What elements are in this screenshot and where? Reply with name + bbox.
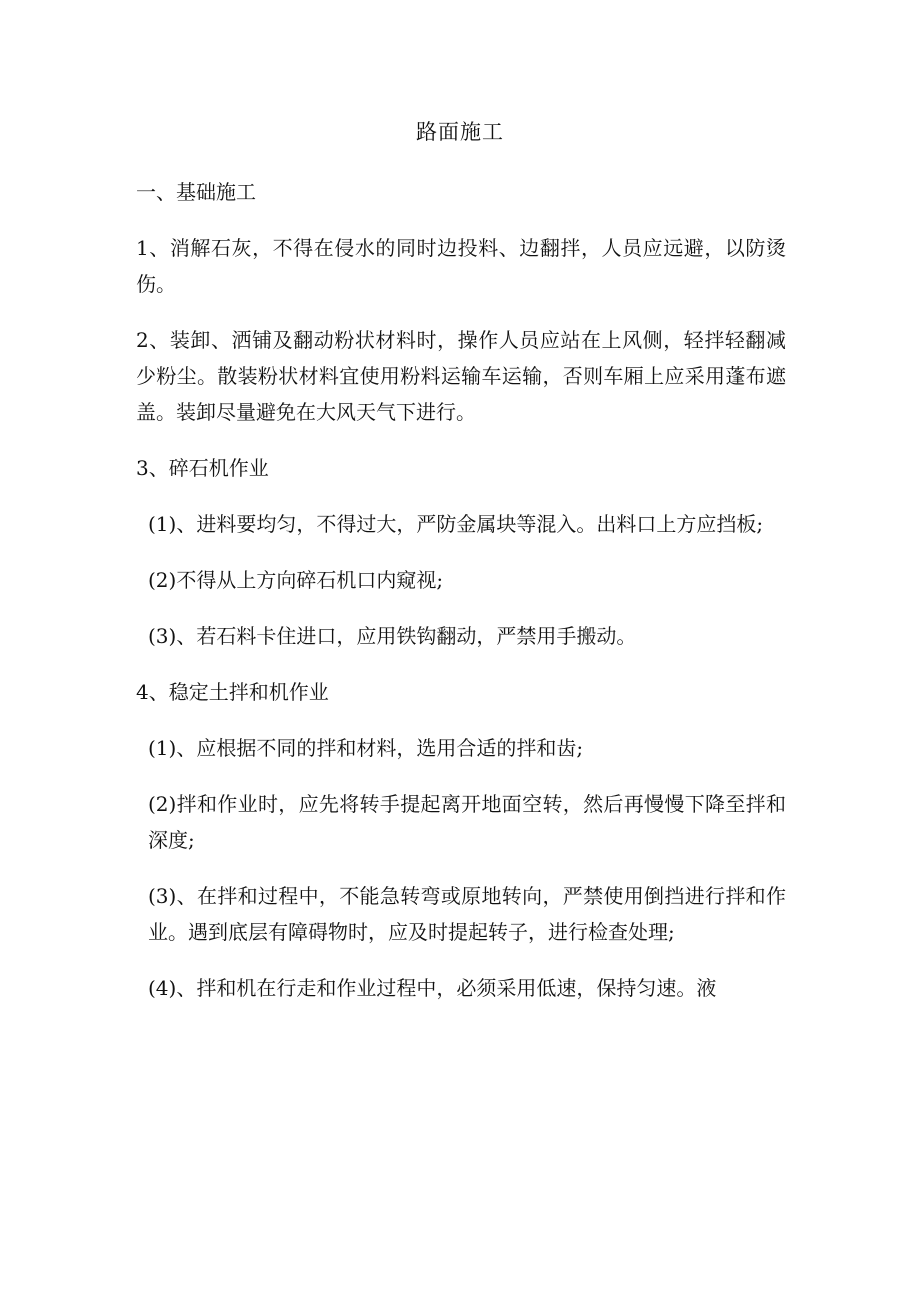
paragraph-4-item-2: (2)拌和作业时，应先将转手提起离开地面空转，然后再慢慢下降至拌和深度; [148, 792, 786, 852]
document-body [136, 174, 786, 1026]
paragraph-1: 1、消解石灰，不得在侵水的同时边投料、边翻拌，人员应远避，以防烫伤。 [136, 236, 786, 296]
document-title: 路面施工 [416, 120, 504, 144]
paragraph-2: 2、装卸、洒铺及翻动粉状材料时，操作人员应站在上风侧，轻拌轻翻减少粉尘。散装粉状材料宜使用粉料运输车运输，否则车厢上应采用蓬布遮盖。装卸尽量避免在大风天气下进行。 [136, 328, 786, 424]
section-heading: 一、基础施工 [136, 180, 256, 204]
paragraph-4-item-4: (4)、拌和机在行走和作业过程中，必须采用低速，保持匀速。液 [148, 976, 717, 1000]
paragraph-4-item-1: (1)、应根据不同的拌和材料，选用合适的拌和齿; [148, 736, 584, 760]
paragraph-3-item-2: (2)不得从上方向碎石机口内窥视; [148, 568, 444, 592]
paragraph-4-heading: 4、稳定土拌和机作业 [136, 680, 329, 704]
paragraph-3-item-1: (1)、进料要均匀，不得过大，严防金属块等混入。出料口上方应挡板; [148, 512, 764, 536]
paragraph-3-heading: 3、碎石机作业 [136, 456, 269, 480]
paragraph-4-item-3: (3)、在拌和过程中，不能急转弯或原地转向，严禁使用倒挡进行拌和作业。遇到底层有障碍物时，应及时提起转子，进行检查处理; [148, 884, 786, 944]
paragraph-3-item-3: (3)、若石料卡住进口，应用铁钩翻动，严禁用手搬动。 [148, 624, 637, 648]
